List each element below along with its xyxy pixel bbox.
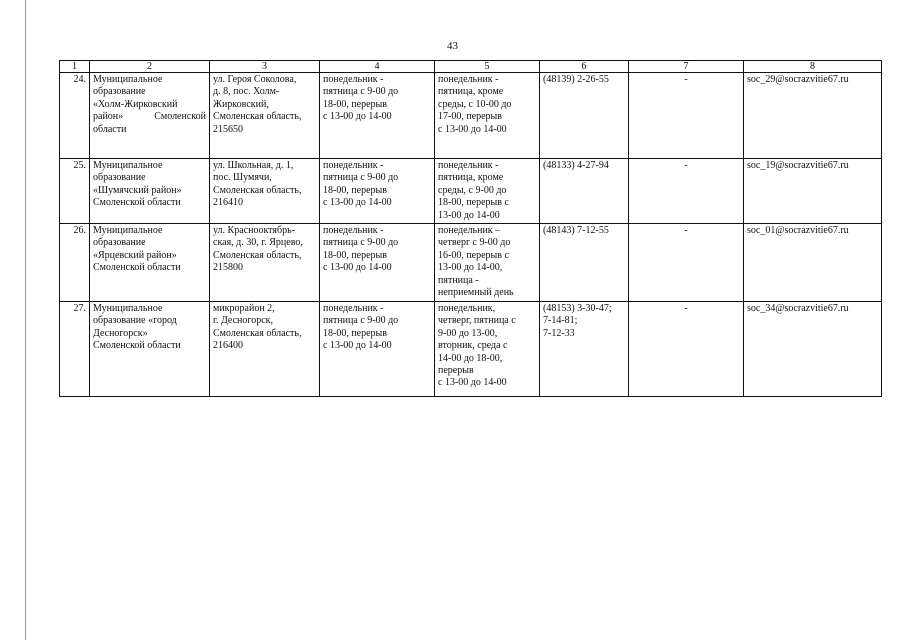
org-line: образование <box>93 86 146 98</box>
org-line: Муниципальное <box>93 74 163 85</box>
org-line: Муниципальное <box>93 225 163 237</box>
address-line: Смоленская область, <box>213 249 302 261</box>
hours-line: пятница, кроме <box>438 86 504 98</box>
phone-line: 7-12-33 <box>543 327 575 339</box>
org-line: Смоленской области <box>93 197 181 209</box>
hours-line: пятница с 9-00 до <box>323 315 399 327</box>
hours-line: пятница, кроме <box>438 172 504 184</box>
table-row <box>60 224 882 302</box>
address-cell <box>210 224 320 302</box>
row-number: 26. <box>60 224 90 302</box>
org-line: образование «город <box>93 315 177 327</box>
org-line: Муниципальное <box>93 160 163 171</box>
phone-cell <box>540 224 629 302</box>
column-header: 6 <box>540 61 629 73</box>
hours-line: среды, с 10-00 до <box>438 98 512 110</box>
page-left-edge-line <box>25 0 26 640</box>
hours-line: четверг, пятница с <box>438 315 516 327</box>
hours-line: 14-00 до 18-00, <box>438 352 503 364</box>
phone-line: (48143) 7-12-55 <box>543 225 609 237</box>
organization-cell <box>90 302 210 397</box>
table-row <box>60 73 882 159</box>
table-row <box>60 159 882 224</box>
column-header: 4 <box>320 61 435 73</box>
address-line: 216400 <box>213 340 243 352</box>
email-cell: soc_29@socrazvitie67.ru <box>744 73 882 159</box>
hours-line: понедельник - <box>438 160 499 171</box>
address-line: ул. Школьная, д. 1, <box>213 160 294 171</box>
organization-cell <box>90 159 210 224</box>
hours-line: понедельник – <box>438 225 501 237</box>
hours-line: 18-00, перерыв с <box>438 197 509 209</box>
address-line: д. 8, пос. Холм- <box>213 86 280 98</box>
address-line: ская, д. 30, г. Ярцево, <box>213 237 303 249</box>
address-line: ул. Краснооктябрь- <box>213 225 295 237</box>
col7-cell: - <box>629 224 744 302</box>
hours-line: 17-00, перерыв <box>438 111 502 123</box>
hours-line: понедельник - <box>323 225 384 237</box>
phone-cell <box>540 73 629 159</box>
hours-line: 18-00, перерыв <box>323 184 387 196</box>
hours-line: понедельник - <box>323 160 384 171</box>
column-header: 7 <box>629 61 744 73</box>
hours-cell-col4 <box>320 159 435 224</box>
table-row <box>60 302 882 397</box>
hours-cell-col5 <box>435 224 540 302</box>
address-line: 216410 <box>213 197 243 209</box>
hours-line: 18-00, перерыв <box>323 249 387 261</box>
org-line: «Холм-Жирковский <box>93 98 178 110</box>
hours-cell-col5 <box>435 302 540 397</box>
hours-line: среды, с 9-00 до <box>438 184 507 196</box>
email-cell: soc_34@socrazvitie67.ru <box>744 302 882 397</box>
org-line: «Шумячский район» <box>93 184 182 196</box>
column-header: 2 <box>90 61 210 73</box>
hours-line: 18-00, перерыв <box>323 98 387 110</box>
phone-line: 7-14-81; <box>543 315 578 327</box>
hours-cell-col4 <box>320 224 435 302</box>
address-line: г. Десногорск, <box>213 315 274 327</box>
hours-line: пятница с 9-00 до <box>323 86 399 98</box>
phone-cell <box>540 302 629 397</box>
hours-cell-col4 <box>320 302 435 397</box>
address-line: Смоленская область, <box>213 111 302 123</box>
hours-line: с 13-00 до 14-00 <box>323 111 392 123</box>
hours-line: пятница - <box>438 274 479 286</box>
hours-line: 16-00, перерыв с <box>438 249 509 261</box>
org-line: Десногорск» <box>93 327 148 339</box>
hours-cell-col4 <box>320 73 435 159</box>
hours-line: 9-00 до 13-00, <box>438 327 498 339</box>
col7-cell: - <box>629 159 744 224</box>
address-line: Смоленская область, <box>213 184 302 196</box>
address-line: пос. Шумячи, <box>213 172 272 184</box>
address-cell <box>210 73 320 159</box>
hours-line: 13-00 до 14-00, <box>438 262 503 274</box>
hours-line: с 13-00 до 14-00 <box>323 197 392 209</box>
hours-cell-col5 <box>435 159 540 224</box>
org-line: «Ярцевский район» <box>93 249 177 261</box>
column-header: 3 <box>210 61 320 73</box>
hours-line: четверг с 9-00 до <box>438 237 511 249</box>
hours-line: с 13-00 до 14-00 <box>323 262 392 274</box>
address-line: 215650 <box>213 123 243 135</box>
column-header: 5 <box>435 61 540 73</box>
address-line: Смоленская область, <box>213 327 302 339</box>
col7-cell: - <box>629 73 744 159</box>
column-number-row <box>60 61 882 73</box>
hours-line: понедельник, <box>438 303 496 315</box>
phone-cell <box>540 159 629 224</box>
org-line: Смоленской области <box>93 262 181 274</box>
hours-line: пятница с 9-00 до <box>323 172 399 184</box>
organization-cell <box>90 224 210 302</box>
phone-line: (48153) 3-30-47; <box>543 303 612 315</box>
hours-line: с 13-00 до 14-00 <box>438 377 507 389</box>
page-number: 43 <box>447 40 458 52</box>
row-number: 24. <box>60 73 90 159</box>
phone-line: (48133) 4-27-94 <box>543 160 609 171</box>
org-line: образование <box>93 237 146 249</box>
organization-cell <box>90 73 210 159</box>
column-header: 8 <box>744 61 882 73</box>
hours-line: вторник, среда с <box>438 340 508 352</box>
hours-line: понедельник - <box>323 74 384 85</box>
hours-line: понедельник - <box>438 74 499 85</box>
address-line: 215800 <box>213 262 243 274</box>
org-line: Муниципальное <box>93 303 163 315</box>
column-header: 1 <box>60 61 90 73</box>
email-cell: soc_19@socrazvitie67.ru <box>744 159 882 224</box>
address-line: микрорайон 2, <box>213 303 275 315</box>
address-line: Жирковский, <box>213 98 269 110</box>
org-word: Смоленской <box>154 111 206 123</box>
services-table <box>59 60 882 397</box>
col7-cell: - <box>629 302 744 397</box>
hours-line: понедельник - <box>323 303 384 315</box>
hours-cell-col5 <box>435 73 540 159</box>
hours-line: перерыв <box>438 365 474 377</box>
org-word: район» <box>93 111 124 123</box>
hours-line: пятница с 9-00 до <box>323 237 399 249</box>
org-line: образование <box>93 172 146 184</box>
hours-line: 18-00, перерыв <box>323 327 387 339</box>
row-number: 27. <box>60 302 90 397</box>
phone-line: (48139) 2-26-55 <box>543 74 609 85</box>
hours-line: 13-00 до 14-00 <box>438 209 500 221</box>
org-line: Смоленской области <box>93 340 181 352</box>
hours-line: с 13-00 до 14-00 <box>323 340 392 352</box>
address-line: ул. Героя Соколова, <box>213 74 297 85</box>
address-cell <box>210 302 320 397</box>
row-number: 25. <box>60 159 90 224</box>
address-cell <box>210 159 320 224</box>
hours-line: неприемный день <box>438 287 514 299</box>
hours-line: с 13-00 до 14-00 <box>438 123 507 135</box>
email-cell: soc_01@socrazvitie67.ru <box>744 224 882 302</box>
org-line-justified <box>93 111 206 123</box>
org-line: области <box>93 123 127 135</box>
